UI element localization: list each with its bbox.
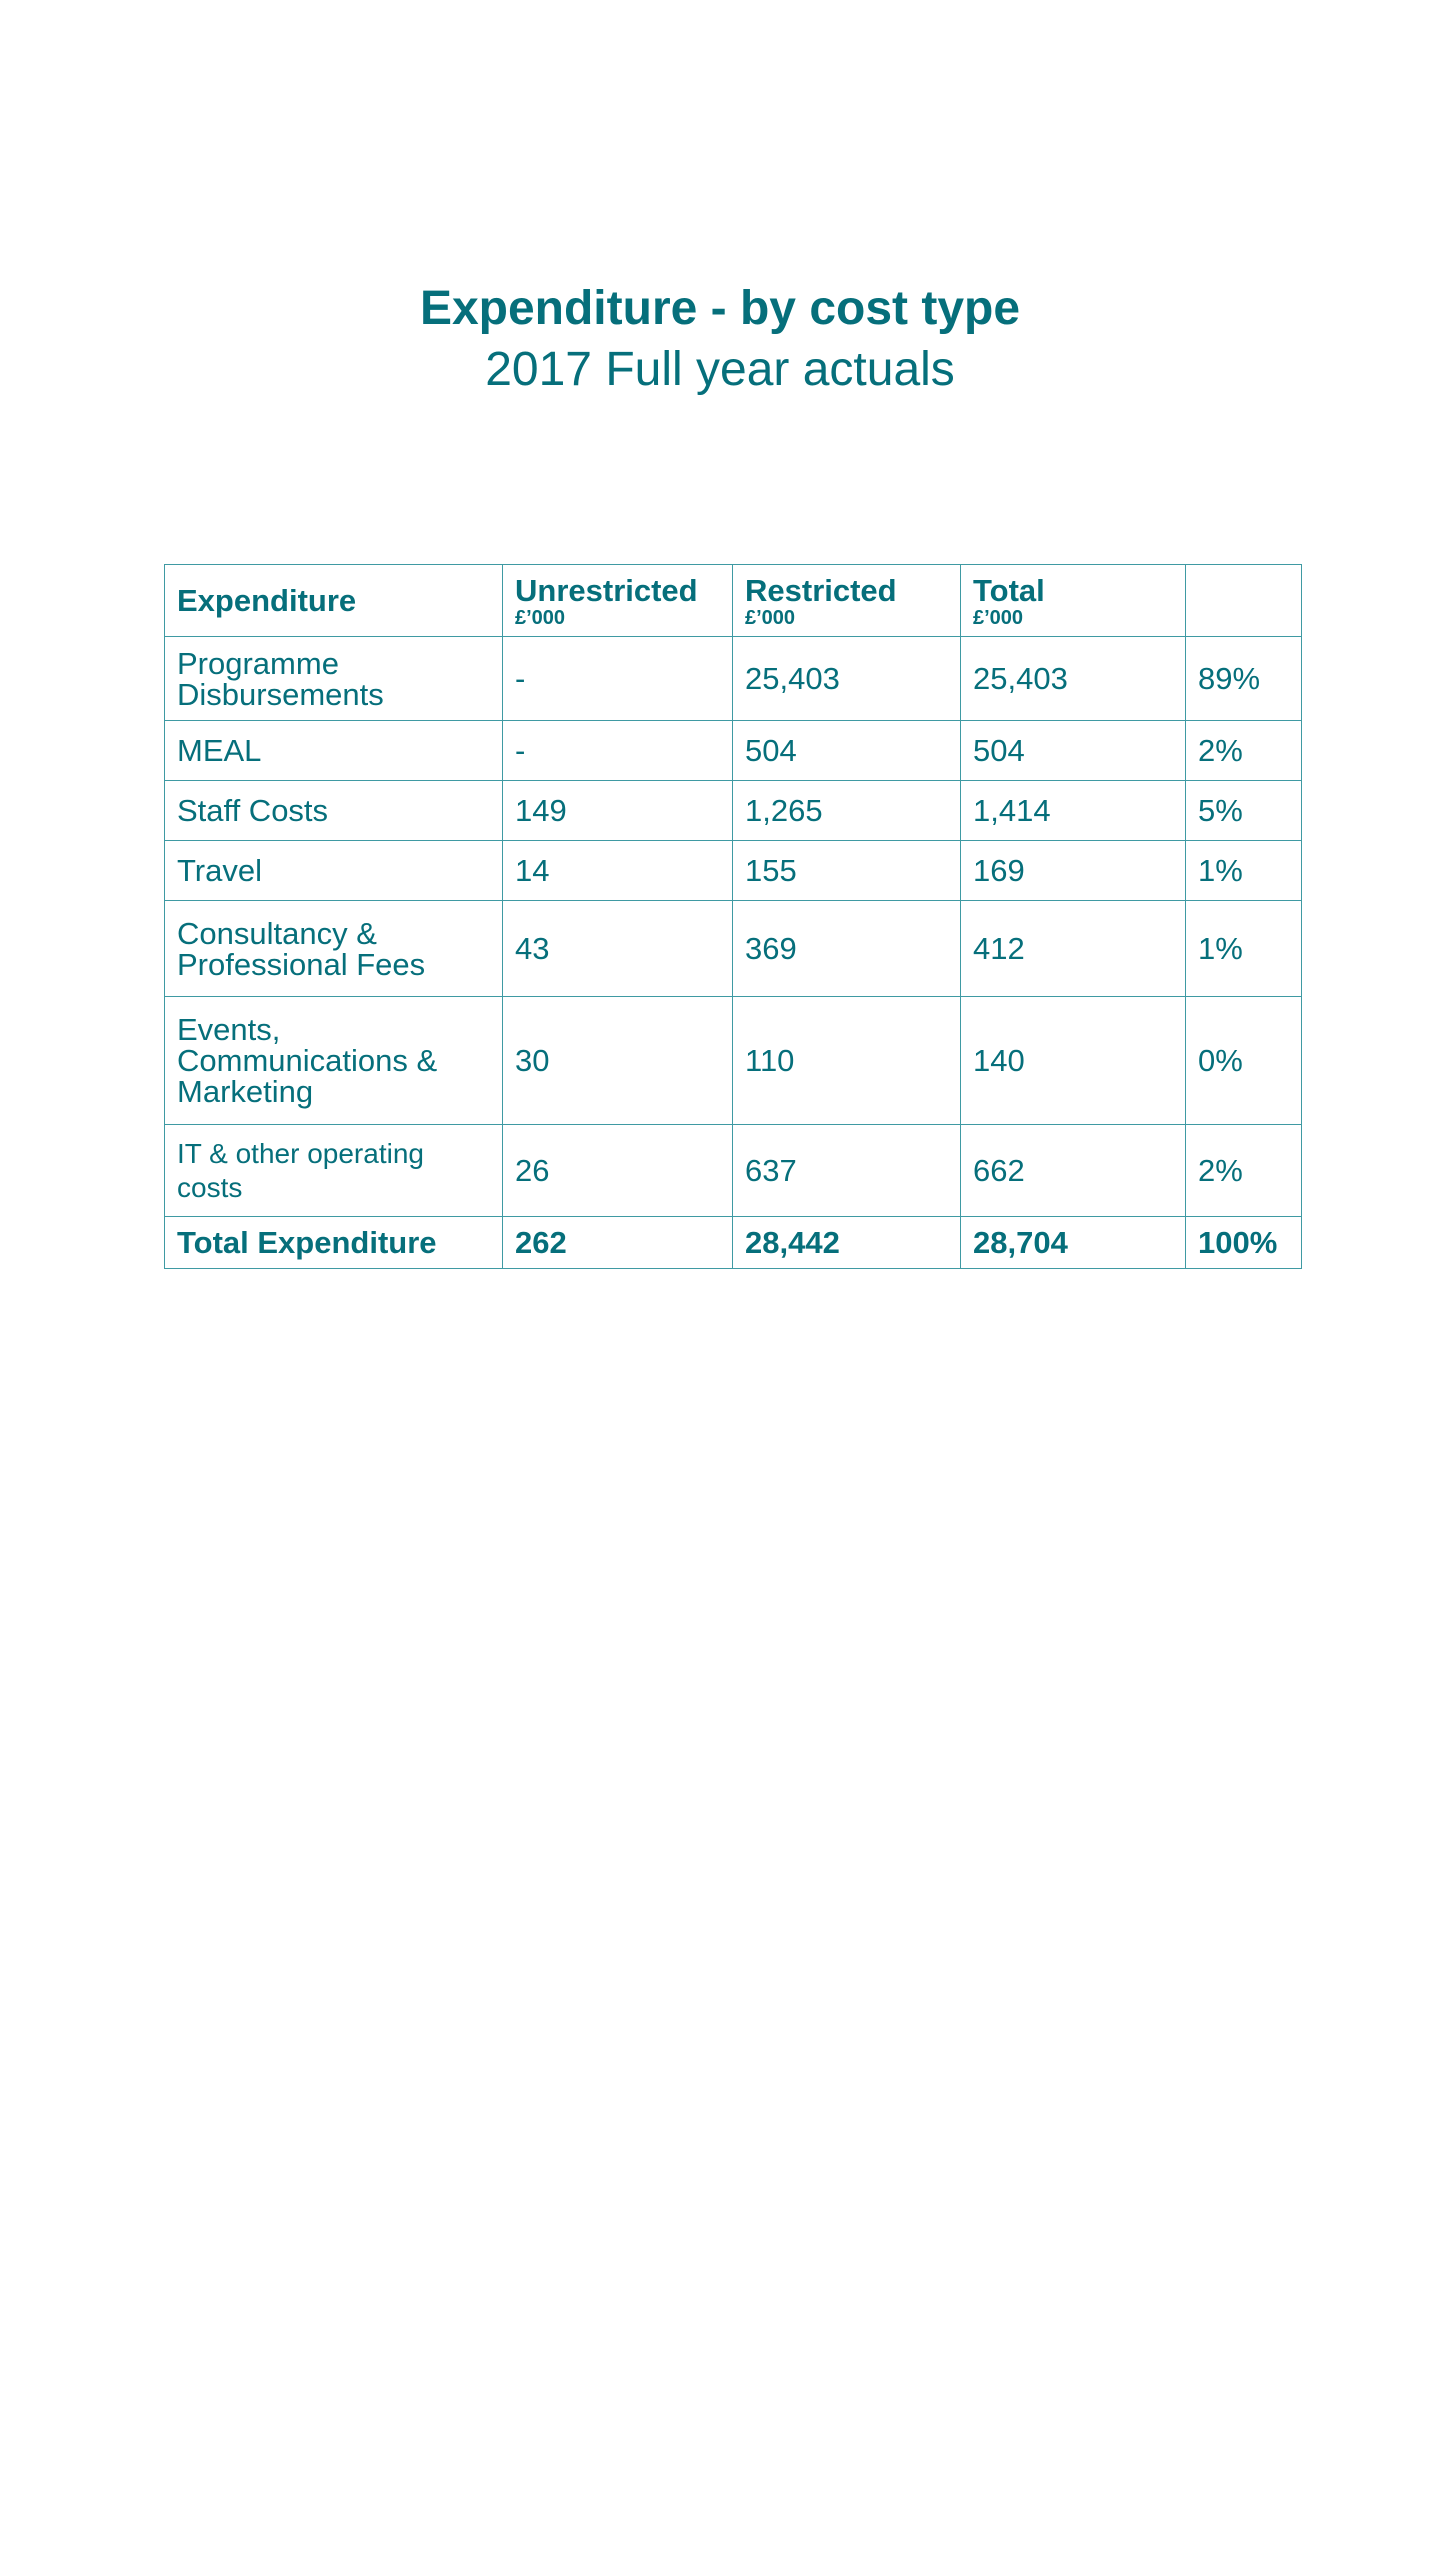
cell-unrestricted: - [503, 637, 733, 721]
header-unrestricted [503, 565, 733, 637]
table-row [165, 721, 1302, 781]
header-restricted [733, 565, 961, 637]
cell-percent: 5% [1186, 781, 1302, 841]
cell-total: 412 [961, 901, 1186, 997]
cell-total: 504 [961, 721, 1186, 781]
table-row [165, 997, 1302, 1125]
cell-restricted: 155 [733, 841, 961, 901]
row-label: Consultancy & Professional Fees [165, 901, 503, 997]
table-header-row [165, 565, 1302, 637]
cell-percent: 1% [1186, 901, 1302, 997]
cell-restricted: 25,403 [733, 637, 961, 721]
header-percent [1186, 565, 1302, 637]
table-row [165, 637, 1302, 721]
header-label: Expenditure [177, 582, 357, 618]
row-label: MEAL [165, 721, 503, 781]
cell-percent: 0% [1186, 997, 1302, 1125]
cell-percent: 89% [1186, 637, 1302, 721]
cell-unrestricted: 43 [503, 901, 733, 997]
cell-unrestricted: 30 [503, 997, 733, 1125]
table-total-row [165, 1217, 1302, 1269]
header-label: Restricted [745, 572, 897, 608]
cell-restricted: 369 [733, 901, 961, 997]
total-percent: 100% [1186, 1217, 1302, 1269]
table-row [165, 781, 1302, 841]
cell-restricted: 1,265 [733, 781, 961, 841]
page-subtitle: 2017 Full year actuals [485, 343, 955, 396]
cell-total: 662 [961, 1125, 1186, 1217]
cell-total: 140 [961, 997, 1186, 1125]
page-heading [0, 278, 1440, 400]
header-unit: £’000 [745, 606, 796, 629]
row-label: Travel [165, 841, 503, 901]
cell-unrestricted: - [503, 721, 733, 781]
cell-restricted: 637 [733, 1125, 961, 1217]
header-total [961, 565, 1186, 637]
table-row [165, 901, 1302, 997]
header-unit: £’000 [973, 606, 1024, 629]
cell-total: 169 [961, 841, 1186, 901]
header-expenditure [165, 565, 503, 637]
cell-total: 1,414 [961, 781, 1186, 841]
cell-unrestricted: 149 [503, 781, 733, 841]
cell-restricted: 504 [733, 721, 961, 781]
row-label: Programme Disbursements [165, 637, 503, 721]
cell-unrestricted: 14 [503, 841, 733, 901]
cell-unrestricted: 26 [503, 1125, 733, 1217]
total-unrestricted: 262 [503, 1217, 733, 1269]
expenditure-table [164, 564, 1302, 1269]
table-row [165, 1125, 1302, 1217]
table-row [165, 841, 1302, 901]
cell-percent: 1% [1186, 841, 1302, 901]
row-label: Staff Costs [165, 781, 503, 841]
row-label: Events, Communications & Marketing [165, 997, 503, 1125]
header-label: Total [973, 572, 1045, 608]
total-total: 28,704 [961, 1217, 1186, 1269]
row-label: IT & other operating costs [165, 1125, 503, 1217]
total-restricted: 28,442 [733, 1217, 961, 1269]
cell-total: 25,403 [961, 637, 1186, 721]
cell-restricted: 110 [733, 997, 961, 1125]
header-unit: £’000 [515, 606, 566, 629]
page-title: Expenditure - by cost type [419, 282, 1021, 335]
header-label: Unrestricted [515, 572, 698, 608]
cell-percent: 2% [1186, 1125, 1302, 1217]
cell-percent: 2% [1186, 721, 1302, 781]
total-label: Total Expenditure [165, 1217, 503, 1269]
